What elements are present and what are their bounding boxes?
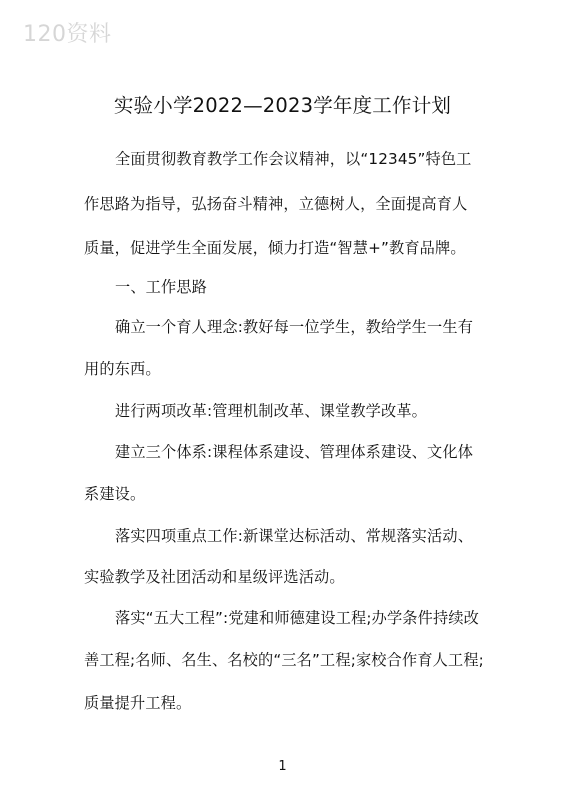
paragraph-line: 善工程;名师、名生、名校的“三名”工程;家校合作育人工程;	[84, 651, 484, 669]
page-number: 1	[278, 759, 287, 774]
paragraph-line: 实验教学及社团活动和星级评选活动。	[84, 568, 345, 586]
paragraph-line: 建立三个体系:课程体系建设、管理体系建设、文化体	[115, 443, 474, 461]
paragraph-line: 作思路为指导，弘扬奋斗精神，立德树人，全面提高育人	[84, 195, 468, 213]
paragraph-line: 系建设。	[84, 485, 146, 503]
paragraph-line: 质量提升工程。	[84, 694, 192, 712]
paragraph-line: 全面贯彻教育教学工作会议精神，以“12345”特色工	[115, 150, 472, 168]
watermark-logo: 120资料	[23, 22, 112, 47]
paragraph-line: 落实四项重点工作:新课堂达标活动、常规落实活动、	[115, 527, 474, 545]
section-heading: 一、工作思路	[115, 278, 208, 296]
paragraph-line: 确立一个育人理念:教好每一位学生，教给学生一生有	[115, 318, 474, 336]
paragraph-line: 质量，促进学生全面发展，倾力打造“智慧+”教育品牌。	[84, 239, 466, 257]
paragraph-line: 用的东西。	[84, 360, 161, 378]
paragraph-line: 进行两项改革:管理机制改革、课堂教学改革。	[115, 402, 428, 420]
document-title: 实验小学2022—2023学年度工作计划	[113, 94, 452, 117]
paragraph-line: 落实“五大工程”:党建和师德建设工程;办学条件持续改	[115, 609, 479, 627]
